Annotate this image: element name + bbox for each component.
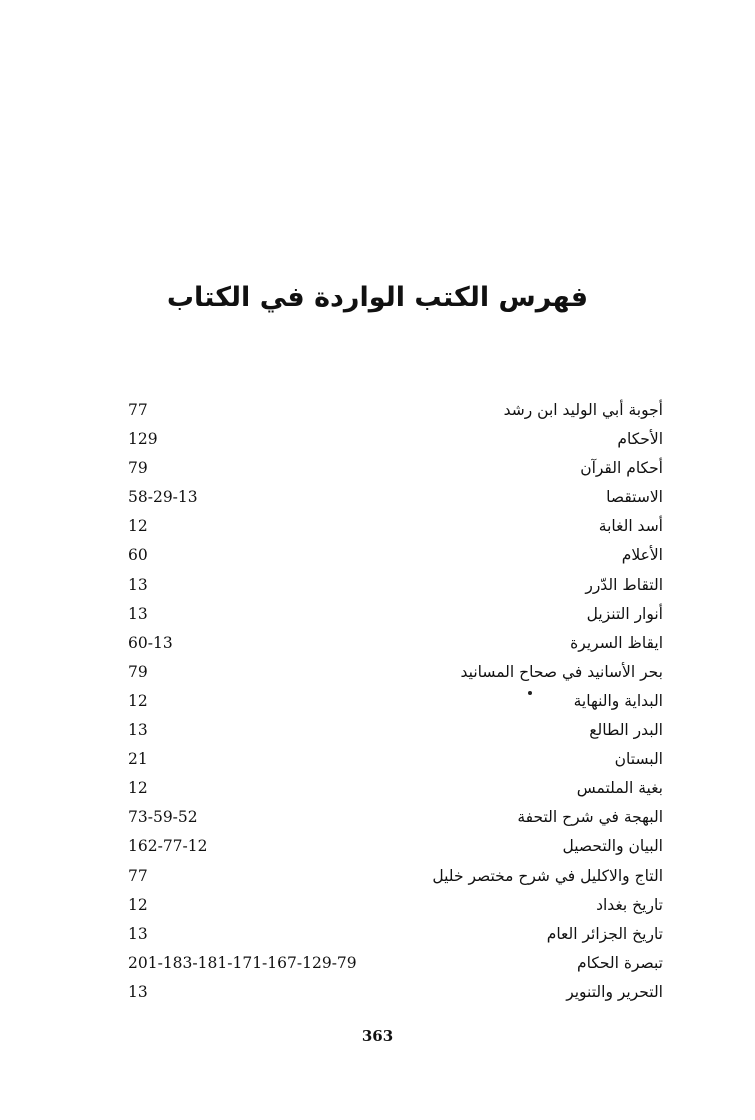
entry-page-numbers: 12 xyxy=(128,691,148,710)
entry-book-title: البهجة في شرح التحفة xyxy=(517,808,663,827)
index-entry xyxy=(128,891,663,920)
entry-page-numbers: 13 xyxy=(128,982,148,1001)
entry-book-title: تبصرة الحكام xyxy=(577,953,663,972)
entry-page-numbers: 77 xyxy=(128,866,148,885)
entry-page-numbers: 13 xyxy=(128,721,148,740)
entry-book-title: أجوبة أبي الوليد ابن رشد xyxy=(503,401,663,419)
index-entry xyxy=(128,803,663,832)
page-title: فهرس الكتب الواردة في الكتاب xyxy=(166,282,589,313)
entry-book-title: الأحكام xyxy=(617,430,663,449)
entry-book-title: التحرير والتنوير xyxy=(566,982,663,1001)
entry-page-numbers: 13 xyxy=(128,575,148,594)
index-entry xyxy=(128,658,663,687)
index-entry xyxy=(128,832,663,861)
entry-book-title: البيان والتحصيل xyxy=(562,837,663,856)
entry-page-numbers: 12 xyxy=(128,895,148,914)
page-number: 363 xyxy=(361,1027,394,1045)
index-entry xyxy=(128,862,663,891)
entry-book-title: تاريخ بغداد xyxy=(596,895,663,914)
entry-page-numbers: 60-13 xyxy=(128,633,173,652)
index-entry xyxy=(128,425,663,454)
entry-book-title: البدر الطالع xyxy=(589,721,663,740)
entry-book-title: أسد الغابة xyxy=(598,517,663,536)
entry-book-title: أحكام القرآن xyxy=(580,459,663,478)
index-entry xyxy=(128,512,663,541)
entry-book-title: التقاط الدّرر xyxy=(585,575,663,594)
index-entry xyxy=(128,716,663,745)
entry-page-numbers: 129 xyxy=(128,430,158,449)
entry-page-numbers: 79 xyxy=(128,662,148,681)
book-index-list xyxy=(128,396,663,1007)
index-entry xyxy=(128,949,663,978)
entry-book-title: بغية الملتمس xyxy=(576,779,663,798)
entry-book-title: البداية والنهاية xyxy=(573,691,663,710)
ink-dot xyxy=(528,691,532,695)
entry-book-title: أنوار التنزيل xyxy=(586,604,663,623)
entry-page-numbers: 60 xyxy=(128,546,148,565)
index-entry xyxy=(128,745,663,774)
index-entry xyxy=(128,571,663,600)
entry-page-numbers: 77 xyxy=(128,401,148,419)
entry-book-title: بحر الأسانيد في صحاح المسانيد xyxy=(460,662,663,681)
entry-book-title: ايقاظ السريرة xyxy=(570,633,663,652)
entry-page-numbers: 73-59-52 xyxy=(128,808,198,827)
entry-page-numbers: 162-77-12 xyxy=(128,837,208,856)
entry-book-title: تاريخ الجزائر العام xyxy=(546,924,663,943)
entry-page-numbers: 12 xyxy=(128,779,148,798)
entry-page-numbers: 58-29-13 xyxy=(128,488,198,507)
index-entry xyxy=(128,978,663,1007)
entry-page-numbers: 13 xyxy=(128,604,148,623)
entry-page-numbers: 79 xyxy=(128,459,148,478)
entry-book-title: الأعلام xyxy=(621,546,663,565)
index-entry xyxy=(128,774,663,803)
index-entry xyxy=(128,454,663,483)
entry-book-title: الاستقصا xyxy=(606,488,663,507)
index-entry xyxy=(128,396,663,425)
index-entry xyxy=(128,600,663,629)
index-entry xyxy=(128,483,663,512)
entry-book-title: التاج والاكليل في شرح مختصر خليل xyxy=(432,866,663,885)
entry-book-title: البستان xyxy=(614,750,663,769)
entry-page-numbers: 13 xyxy=(128,924,148,943)
entry-page-numbers: 21 xyxy=(128,750,148,769)
index-entry xyxy=(128,920,663,949)
entry-page-numbers: 201-183-181-171-167-129-79 xyxy=(128,953,357,972)
index-entry xyxy=(128,629,663,658)
index-entry xyxy=(128,687,663,716)
index-entry xyxy=(128,541,663,570)
entry-page-numbers: 12 xyxy=(128,517,148,536)
